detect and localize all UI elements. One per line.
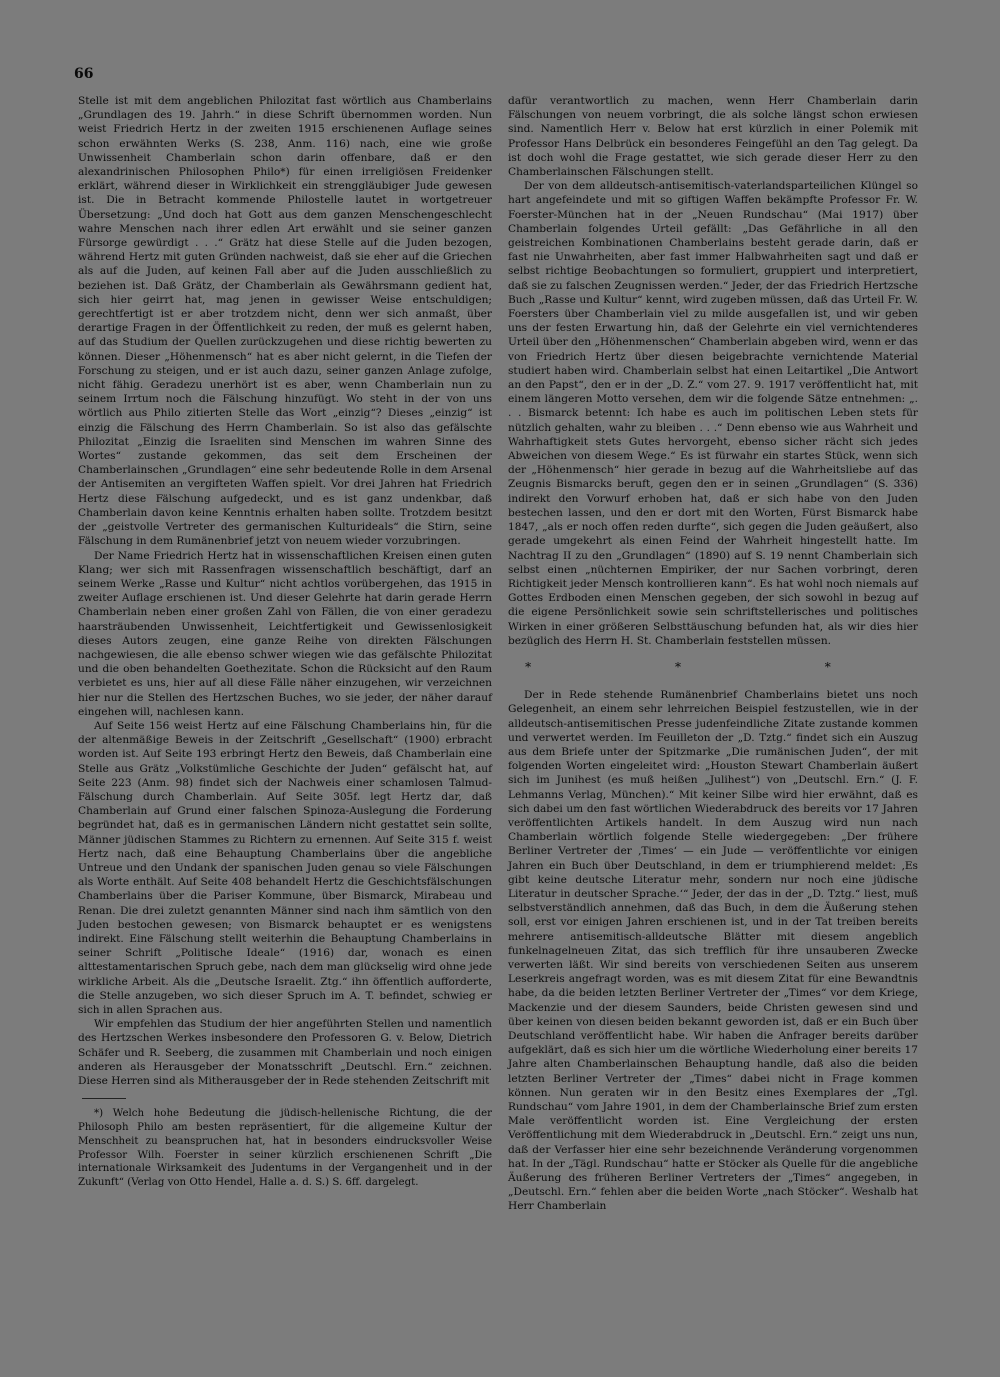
left-paragraph-3: Auf Seite 156 weist Hertz auf eine Fälschung Chamberlains hin, für die der altenmäßige Beweis in der Zeitschrift „Gesellschaft“ (1900) erbracht worden ist. Auf Seite 193 erbringt Hertz den Beweis, daß Chamberlain eine Stelle aus Grätz „Volkstümliche Geschichte der Juden“ gefälscht hat, auf Seite 223 (Anm. 98) findet sich der Nachweis einer schamlosen Talmud-Fälschung durch Chamberlain. Auf Seite 305f. legt Hertz dar, daß Chamberlain auf Grund einer falschen Spinoza-Auslegung die Forderung begründet hat, daß es in germanischen Ländern nicht gestattet sein sollte, Männer jüdischen Stammes zu Richtern zu ernennen. Auf Seite 315 f. weist Hertz nach, daß eine Behauptung Chamberlains über die angebliche Untreue und den Undank der spanischen Juden genau so viele Fälschungen als Worte enthält. Auf Seite 408 behandelt Hertz die Geschichtsfälschungen Chamberlains über die Pariser Kommune, über Bismarck, Mirabeau und Renan. Die drei zuletzt genannten Männer sind nach ihm sämtlich von den Juden bestochen gewesen; von Bismarck behauptet er es wenigstens indirekt. Eine Fälschung stellt weiterhin die Behauptung Chamberlains in seiner Schrift „Politische Ideale“ (1916) dar, wonach es einen alttestamentarischen Spruch gebe, nach dem man glückselig wird ohne jede wirkliche Arbeit. Als die „Deutsche Israelit. Ztg.“ ihn öffentlich aufforderte, die Stelle anzugeben, wo sich dieser Spruch im A. T. befindet, schwieg er sich in allen Sprachen aus. [78,719,492,1016]
left-column [78,94,492,1190]
right-column [508,94,918,1214]
right-paragraph-2: Der von dem alldeutsch-antisemitisch-vaterlandsparteilichen Klüngel so hart angefeindete und mit so giftigen Waffen bekämpfte Professor Fr. W. Foerster-München hat in der „Neuen Rundschau“ (Mai 1917) über Chamberlain folgendes Urteil gefällt: „Das Gefährliche in all den geistreichen Kombinationen Chamberlains besteht gerade darin, daß er fast nie Unwahrheiten, aber fast immer Halbwahrheiten sagt und daß er selbst richtige Beobachtungen so formuliert, gruppiert und interpretiert, daß sie zu falschen Zeugnissen werden.“ Jeder, der das Friedrich Hertzsche Buch „Rasse und Kultur“ kennt, wird zugeben müssen, daß das Urteil Fr. W. Foersters über Chamberlain viel zu milde ausgefallen ist, und wir geben uns der festen Erwartung hin, daß der Gelehrte ein viel vernichtenderes Urteil über den „Höhenmenschen“ Chamberlain abgeben wird, wenn er das von Friedrich Hertz über diesen beigebrachte vernichtende Material studiert haben wird. Chamberlain selbst hat einen Leitartikel „Die Antwort an den Papst“, den er in der „D. Z.“ vom 27. 9. 1917 veröffentlicht hat, mit einem längeren Motto versehen, dem wir die folgende Sätze entnehmen: „. . . Bismarck betennt: Ich habe es auch im politischen Leben stets für nützlich gehalten, wahr zu bleiben . . .“ Denn ebenso wie aus Wahrheit und Wahrhaftigkeit stets Gutes hervorgeht, ebenso sicher rächt sich jedes Abweichen von diesem Wege.“ Es ist fürwahr ein startes Stück, wenn sich der „Höhenmensch“ hier gerade in bezug auf die Wahrheitsliebe auf das Zeugnis Bismarcks beruft, gegen den er in seinen „Grundlagen“ (S. 336) indirekt den Vorwurf erhoben hat, daß er sich habe von den Juden bestechen lassen, und den er dort mit den Worten, Fürst Bismarck habe 1847, „als er noch offen reden durfte“, sich gegen die Juden geäußert, also gerade umgekehrt als einen Feind der Wahrheit hingestellt hatte. Im Nachtrag II zu den „Grundlagen“ (1890) auf S. 19 nennt Chamberlain sich selbst einen „nüchternen Empiriker, der nur Sachen vorbringt, deren Richtigkeit jeder Mensch kontrollieren kann“. Es hat wohl noch niemals auf Gottes Erdboden einen Menschen gegeben, der sich sowohl in bezug auf die eigene Persönlichkeit sowie sein schriftstellerisches und politisches Wirken in einer größeren Selbsttäuschung befunden hat, als wir dies hier bezüglich des Herrn H. St. Chamberlain feststellen müssen. [508,180,918,647]
footnote: *) Welch hohe Bedeutung die jüdisch-hellenische Richtung, die der Philosoph Philo am besten repräsentiert, für die allgemeine Kultur der Menschheit zu beanspruchen hat, hat in besonders eindrucksvoller Weise Professor Wilh. Foerster in seiner kürzlich erschienenen Schrift „Die internationale Wirksamkeit des Judentums in der Vergangenheit und in der Zukunft“ (Verlag von Otto Hendel, Halle a. d. S.) S. 6ff. dargelegt. [78,1108,492,1189]
footnote-divider [82,1098,126,1099]
page-number: 66 [74,66,94,82]
left-paragraph-2: Der Name Friedrich Hertz hat in wissenschaftlichen Kreisen einen guten Klang; wer sich mit Rassenfragen wissenschaftlich beschäftigt, darf an seinem Werke „Rasse und Kultur“ nicht achtlos vorübergehen, das 1915 in zweiter Auflage erschienen ist. Und dieser Gelehrte hat darin gerade Herrn Chamberlain neben einer großen Zahl von Fällen, die von einer geradezu haarsträubenden Unwissenheit, Leichtfertigkeit und Gewissenlosigkeit dieses Autors zeugen, eine ganze Reihe von direkten Fälschungen nachgewiesen, die alle ebenso schwer wiegen wie das gefälschte Philozitat und die oben behandelten Goethezitate. Schon die Rücksicht auf den Raum verbietet es uns, hier auf all diese Fälle näher einzugehen, wir verzeichnen hier nur die Stellen des Hertzschen Buches, wo sie jeder, der näher darauf eingehen will, nachlesen kann. [78,549,492,718]
right-paragraph-3: Der in Rede stehende Rumänenbrief Chamberlains bietet uns noch Gelegenheit, an einem sehr lehrreichen Beispiel festzustellen, wie in der alldeutsch-antisemitischen Presse judenfeindliche Zitate zustande kommen und verwertet werden. Im Feuilleton der „D. Tztg.“ findet sich ein Auszug aus dem Briefe unter der Spitzmarke „Die rumänischen Juden“, der mit folgenden Worten eingeleitet wird: „Houston Stewart Chamberlain äußert sich im Junihest (es muß heißen „Julihest“) von „Deutschl. Ern.“ (J. F. Lehmanns Verlag, München).“ Mit keiner Silbe wird hier erwähnt, daß es sich dabei um den fast wörtlichen Wiederabdruck des bereits vor 17 Jahren veröffentlichten Artikels handelt. In dem Auszug wird nun nach Chamberlain wörtlich folgende Stelle wiedergegeben: „Der frühere Berliner Vertreter der ‚Times‘ — ein Jude — veröffentlichte vor einigen Jahren ein Buch über Deutschland, in dem er triumphierend meldet: ‚Es gibt keine deutsche Literatur mehr, sondern nur noch eine jüdische Literatur in deutscher Sprache.‘“ Jeder, der das in der „D. Tztg.“ liest, muß selbstverständlich annehmen, daß das Buch, in dem die Äußerung stehen soll, erst vor einigen Jahren erschienen ist, und in der Tat treiben bereits mehrere antisemitisch-alldeutsche Blätter mit diesem angeblich funkelnagelneuen Zitat, das sich trefflich für ihre unsauberen Zwecke verwerten läßt. Wir sind bereits von verschiedenen Seiten aus unserem Leserkreis angefragt worden, was es mit diesem Zitat für eine Bewandtnis habe, da die beiden letzten Berliner Vertreter der „Times“ vor dem Kriege, Mackenzie und der diesem Saunders, beide Christen gewesen sind und über keinen von diesen beiden bekannt geworden ist, daß er ein Buch über Deutschland veröffentlicht habe. Wir haben die Anfrager bereits darüber aufgeklärt, daß es sich hier um die wörtliche Wiederholung einer bereits 17 Jahre alten Chamberlainschen Behauptung handle, daß also die beiden letzten Berliner Vertreter der „Times“ dabei nicht in Frage kommen können. Nun geraten wir in den Besitz eines Exemplares der „Tgl. Rundschau“ vom Jahre 1901, in dem der Chamberlainsche Brief zum ersten Male veröffentlicht worden ist. Eine Vergleichung der ersten Veröffentlichung mit dem Wiederabdruck in „Deutschl. Ern.“ zeigt uns nun, daß der Verfasser hier eine sehr bezeichnende Veränderung vorgenommen hat. In der „Tägl. Rundschau“ hatte er Stöcker als Quelle für die angebliche Äußerung des früheren Berliner Vertreters der „Times“ angegeben, in „Deutschl. Ern.“ fehlen aber die beiden Worte „nach Stöcker“. Weshalb hat Herr Chamberlain [508,689,918,1213]
section-separator: * * * [525,659,901,674]
left-paragraph-4: Wir empfehlen das Studium der hier angeführten Stellen und namentlich des Hertzschen Werkes insbesondere den Professoren G. v. Below, Dietrich Schäfer und R. Seeberg, die zusammen mit Chamberlain und noch einigen anderen als Herausgeber der Monatsschrift „Deutschl. Ern.“ zeichnen. Diese Herren sind als Mitherausgeber der in Rede stehenden Zeitschrift mit [78,1018,492,1088]
left-paragraph-1: Stelle ist mit dem angeblichen Philozitat fast wörtlich aus Chamberlains „Grundlagen des 19. Jahrh.“ in diese Schrift übernommen worden. Nun weist Friedrich Hertz in der zweiten 1915 erschienenen Auflage seines schon erwähnten Werks (S. 238, Anm. 116) nach, eine wie große Unwissenheit Chamberlain schon darin offenbare, daß er den alexandrinischen Philosophen Philo*) für einen irreligiösen Freidenker erklärt, während dieser in Wirklichkeit ein strenggläubiger Jude gewesen ist. Die in Betracht kommende Philostelle lautet in wortgetreuer Übersetzung: „Und doch hat Gott aus dem ganzen Menschengeschlecht wahre Menschen nach ihrer edlen Art erwählt und sie seiner ganzen Fürsorge gewürdigt . . .“ Grätz hat diese Stelle auf die Juden bezogen, während Hertz mit guten Gründen nachweist, daß sie eher auf die Griechen als auf die Juden, auf keinen Fall aber auf die Juden ausschließlich zu beziehen ist. Daß Grätz, der Chamberlain als Gewährsmann gedient hat, sich hier geirrt hat, mag jenen in gewisser Weise entschuldigen; gerechtfertigt ist er aber trotzdem nicht, denn wer sich anmaßt, über derartige Fragen in der Öffentlichkeit zu reden, der muß es gelernt haben, auf das Studium der Quellen zurückzugehen und diese richtig bewerten zu können. Dieser „Höhenmensch“ hat es aber nicht gelernt, in die Tiefen der Forschung zu steigen, und er ist auch dazu, seiner ganzen Anlage zufolge, nicht fähig. Geradezu unerhört ist es aber, wenn Chamberlain nun zu seinem Irrtum noch die Fälschung hinzufügt. Wo steht in der von uns wörtlich aus Philo zitierten Stelle das Wort „einzig“? Dieses „einzig“ ist einzig die Fälschung des Herrn Chamberlain. So ist also das gefälschte Philozitat „Einzig die Israeliten sind Menschen im wahren Sinne des Wortes“ zustande gekommen, das seit dem Erscheinen der Chamberlainschen „Grundlagen“ eine sehr bedeutende Rolle in dem Arsenal der Antisemiten an vergifteten Waffen spielt. Vor drei Jahren hat Friedrich Hertz diese Fälschung aufgedeckt, und es ist ganz undenkbar, daß Chamberlain davon keine Kenntnis erhalten haben sollte. Trotzdem besitzt der „geistvolle Vertreter des germanischen Kulturideals“ die Stirn, seine Fälschung in dem Rumänenbrief jetzt von neuem wieder vorzubringen. [78,95,492,548]
right-paragraph-1: dafür verantwortlich zu machen, wenn Herr Chamberlain darin Fälschungen von neuem vorbringt, die als solche längst schon erwiesen sind. Namentlich Herr v. Below hat erst kürzlich in einer Polemik mit Professor Hans Delbrück ein besonderes Feingefühl an den Tag gelegt. Da ist doch wohl die Frage gestattet, wie sich gerade dieser Herr zu den Chamberlainschen Fälschungen stellt. [508,95,918,179]
